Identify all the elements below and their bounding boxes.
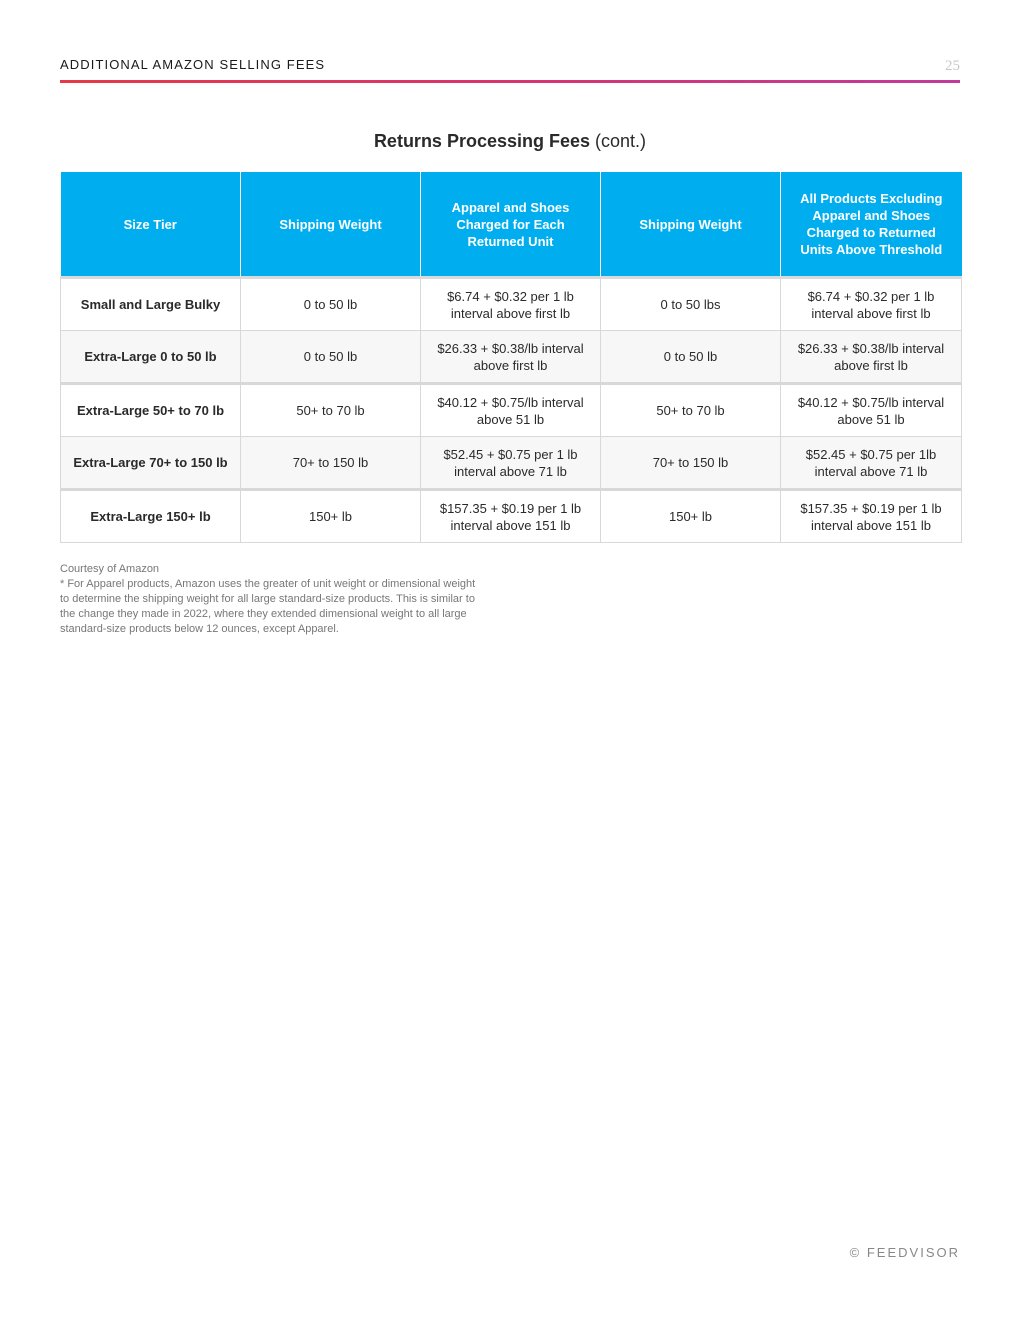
footnote <box>60 562 480 637</box>
column-header: Shipping Weight <box>241 172 421 278</box>
table-title-main: Returns Processing Fees <box>373 131 591 151</box>
column-header: All Products Excluding Apparel and Shoes Charged to Returned Units Above Threshold <box>781 172 962 278</box>
table-cell: 0 to 50 lb <box>601 331 781 384</box>
table-cell: $157.35 + $0.19 per 1 lb interval above 151 lb <box>781 490 962 543</box>
size-tier-cell: Extra-Large 0 to 50 lb <box>61 331 241 384</box>
table-cell: $40.12 + $0.75/lb interval above 51 lb <box>421 384 601 437</box>
footnote-text: * For Apparel products, Amazon uses the greater of unit weight or dimensional weight to determine the shipping weight for all large standard-size products. This is similar to the change they made in 2022, where they extended dimensional weight to all large standard-size products below 12 ounces, except Apparel. <box>60 578 476 635</box>
table-title-suffix: (cont.) <box>590 131 647 151</box>
source-credit: Courtesy of Amazon <box>60 563 160 575</box>
table-title <box>60 131 960 152</box>
size-tier-cell: Small and Large Bulky <box>61 278 241 331</box>
table-cell: 150+ lb <box>241 490 421 543</box>
table-row <box>61 331 962 384</box>
table-cell: $26.33 + $0.38/lb interval above first lb <box>781 331 962 384</box>
header-divider <box>60 80 960 83</box>
table-cell: 0 to 50 lb <box>241 278 421 331</box>
table-cell: $6.74 + $0.32 per 1 lb interval above first lb <box>421 278 601 331</box>
table-cell: 150+ lb <box>601 490 781 543</box>
column-header: Apparel and Shoes Charged for Each Returned Unit <box>421 172 601 278</box>
table-cell: $40.12 + $0.75/lb interval above 51 lb <box>781 384 962 437</box>
table-header-row <box>61 172 962 278</box>
table-cell: 50+ to 70 lb <box>241 384 421 437</box>
table-cell: $52.45 + $0.75 per 1 lb interval above 71 lb <box>421 437 601 490</box>
table-row <box>61 490 962 543</box>
page-number: 25 <box>945 58 960 74</box>
table-row <box>61 278 962 331</box>
table-cell: 70+ to 150 lb <box>241 437 421 490</box>
size-tier-cell: Extra-Large 70+ to 150 lb <box>61 437 241 490</box>
section-title: ADDITIONAL AMAZON SELLING FEES <box>60 57 326 72</box>
column-header: Shipping Weight <box>601 172 781 278</box>
table-cell: $26.33 + $0.38/lb interval above first lb <box>421 331 601 384</box>
table-cell: 70+ to 150 lb <box>601 437 781 490</box>
table-row <box>61 437 962 490</box>
page-header <box>60 56 960 84</box>
table-cell: 0 to 50 lb <box>241 331 421 384</box>
column-header: Size Tier <box>61 172 241 278</box>
table-cell: 50+ to 70 lb <box>601 384 781 437</box>
table-cell: $52.45 + $0.75 per 1lb interval above 71 lb <box>781 437 962 490</box>
returns-fee-table <box>60 172 962 543</box>
table-row <box>61 384 962 437</box>
table-cell: $6.74 + $0.32 per 1 lb interval above first lb <box>781 278 962 331</box>
table-cell: 0 to 50 lbs <box>601 278 781 331</box>
size-tier-cell: Extra-Large 50+ to 70 lb <box>61 384 241 437</box>
size-tier-cell: Extra-Large 150+ lb <box>61 490 241 543</box>
copyright-footer: © FEEDVISOR <box>849 1245 960 1260</box>
table-cell: $157.35 + $0.19 per 1 lb interval above 151 lb <box>421 490 601 543</box>
